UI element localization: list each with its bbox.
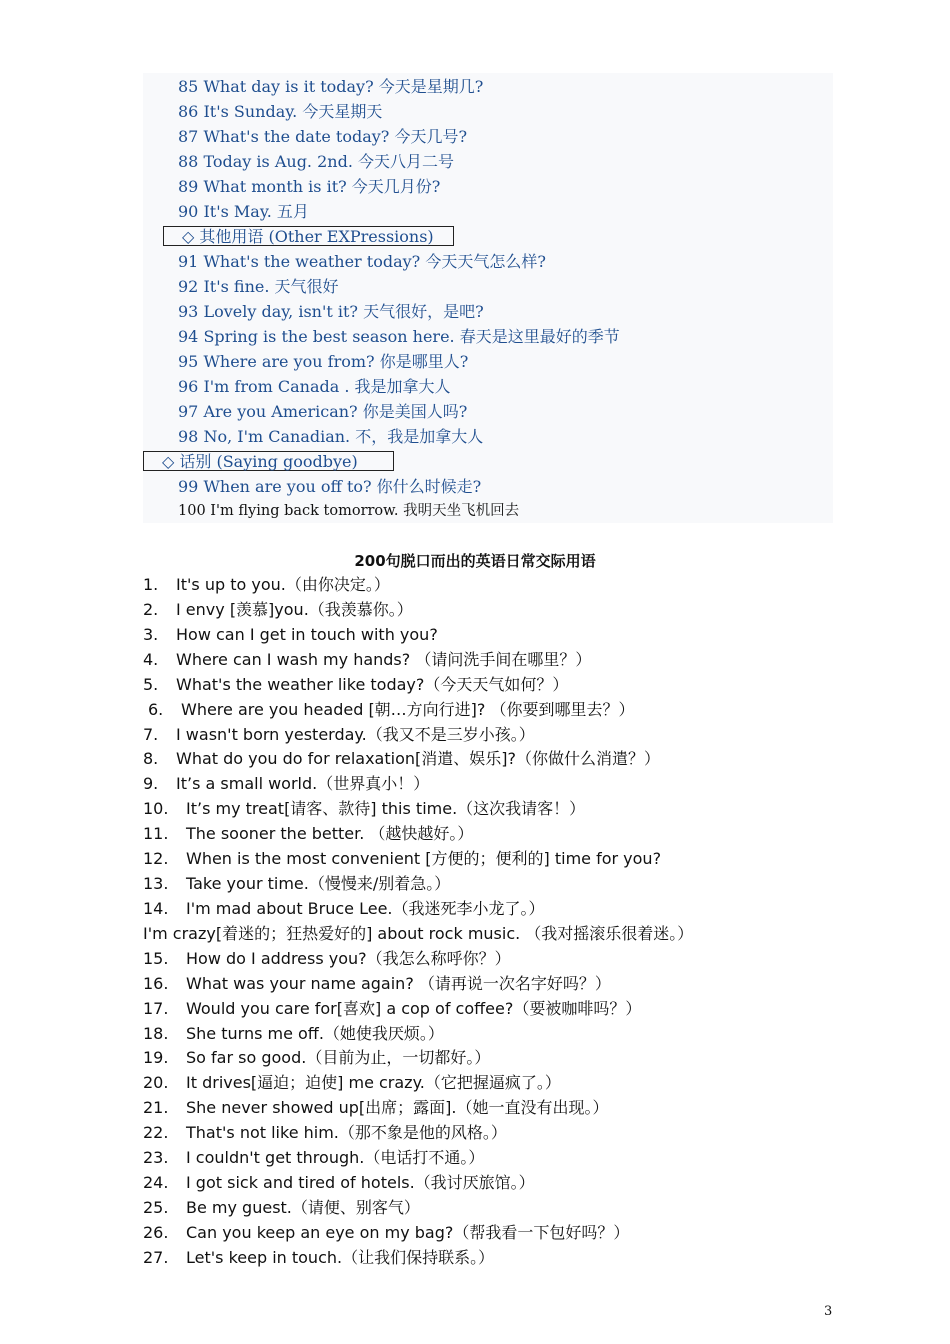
- phrase-item: [143, 849, 661, 869]
- phrase-text: I couldn't get through.（电话打不通。）: [186, 1148, 485, 1168]
- phrase-text: I'm mad about Bruce Lee.（我迷死李小龙了。）: [186, 898, 545, 918]
- phrase-number: 9.: [143, 774, 159, 794]
- phrase-item: [143, 999, 641, 1019]
- line-87: 87 What's the date today? 今天几号?: [178, 127, 468, 146]
- phrase-text: Can you keep an eye on my bag?（帮我看一下包好吗？）: [186, 1222, 630, 1242]
- line-93: 93 Lovely day, isn't it? 天气很好，是吧?: [178, 302, 484, 321]
- phrase-number: 5.: [143, 674, 159, 694]
- page-number: 3: [824, 1304, 833, 1319]
- phrase-number: 14.: [143, 898, 169, 918]
- phrase-number: 16.: [143, 973, 169, 993]
- phrase-item: [143, 899, 545, 919]
- phrase-item: [148, 700, 635, 720]
- phrase-item: [143, 974, 611, 994]
- line-92: 92 It's fine. 天气很好: [178, 277, 339, 296]
- phrase-number: 13.: [143, 874, 169, 894]
- phrase-number: 22.: [143, 1123, 169, 1143]
- phrase-number: 27.: [143, 1247, 169, 1267]
- phrase-text: Let's keep in touch.（让我们保持联系。）: [186, 1247, 495, 1267]
- phrase-item: [143, 874, 450, 894]
- phrase-item: [143, 600, 413, 620]
- phrase-text: It’s my treat[请客、款待] this time.（这次我请客！）: [186, 799, 586, 819]
- phrase-text: Be my guest.（请便、别客气）: [186, 1198, 420, 1217]
- phrase-number: 20.: [143, 1073, 169, 1093]
- phrase-number: 1.: [143, 575, 159, 594]
- phrase-text: Take your time.（慢慢来/别着急。）: [186, 874, 451, 894]
- phrase-number: 25.: [143, 1198, 169, 1217]
- phrase-number: 18.: [143, 1023, 169, 1043]
- phrase-item: [143, 1248, 494, 1268]
- phrase-text: The sooner the better. （越快越好。）: [186, 824, 474, 844]
- phrase-number: 6.: [148, 699, 164, 719]
- phrase-number: 26.: [143, 1222, 169, 1242]
- phrase-text: It’s a small world.（世界真小！）: [176, 774, 430, 794]
- line-100: 100 I'm flying back tomorrow. 我明天坐飞机回去: [178, 503, 520, 519]
- line-86: 86 It's Sunday. 今天星期天: [178, 102, 383, 121]
- line-99: 99 When are you off to? 你什么时候走?: [178, 477, 482, 496]
- phrase-text: I'm crazy[着迷的；狂热爱好的] about rock music. （我对摇滚乐很着迷。）: [143, 923, 694, 943]
- heading-other-expressions: ◇ 其他用语 (Other EXPressions): [163, 226, 454, 246]
- section-title: 200句脱口而出的英语日常交际用语: [354, 552, 596, 570]
- phrase-number: 21.: [143, 1098, 169, 1118]
- phrase-item: [143, 1048, 490, 1068]
- phrase-item: [143, 749, 660, 769]
- phrase-item: [143, 1223, 629, 1243]
- line-95: 95 Where are you from? 你是哪里人?: [178, 352, 469, 371]
- phrase-item: [143, 1024, 444, 1044]
- phrase-text: I got sick and tired of hotels.（我讨厌旅馆。）: [186, 1173, 535, 1193]
- line-94: 94 Spring is the best season here. 春天是这里最好的季节: [178, 327, 620, 346]
- line-88: 88 Today is Aug. 2nd. 今天八月二号: [178, 152, 455, 171]
- phrase-number: 23.: [143, 1148, 169, 1168]
- phrase-number: 2.: [143, 599, 159, 619]
- phrase-item: [143, 799, 585, 819]
- phrase-item: [143, 1148, 484, 1168]
- line-90: 90 It's May. 五月: [178, 202, 309, 221]
- phrase-text: I wasn't born yesterday.（我又不是三岁小孩。）: [176, 724, 535, 744]
- phrase-number: 24.: [143, 1173, 169, 1193]
- phrase-item: [143, 1173, 535, 1193]
- phrase-item: [143, 675, 568, 695]
- line-85: 85 What day is it today? 今天是星期几?: [178, 77, 484, 96]
- phrase-number: 4.: [143, 649, 159, 669]
- phrase-text: So far so good.（目前为止，一切都好。）: [186, 1048, 491, 1068]
- phrase-text: What was your name again? （请再说一次名字好吗？）: [186, 973, 611, 993]
- phrase-text: It drives[逼迫；迫使] me crazy.（它把握逼疯了。）: [186, 1073, 561, 1093]
- phrase-text: She never showed up[出席；露面].（她一直没有出现。）: [186, 1098, 609, 1118]
- line-98: 98 No, I'm Canadian. 不，我是加拿大人: [178, 427, 484, 446]
- phrase-item: [143, 1098, 609, 1118]
- phrase-item: [143, 650, 591, 670]
- line-89: 89 What month is it? 今天几月份?: [178, 177, 441, 196]
- phrase-text: When is the most convenient [方便的；便利的] time for you?: [186, 849, 662, 869]
- phrase-number: 19.: [143, 1048, 169, 1068]
- phrase-number: 3.: [143, 624, 159, 644]
- phrase-item: [143, 625, 438, 645]
- phrase-item: [143, 924, 693, 944]
- phrase-number: 15.: [143, 948, 169, 968]
- phrase-item: [143, 575, 390, 595]
- phrase-text: Where are you headed [朝…方向行进]? （你要到哪里去？）: [181, 699, 635, 719]
- phrase-item: [143, 725, 535, 745]
- phrase-item: [143, 949, 511, 969]
- phrase-text: That's not like him.（那不象是他的风格。）: [186, 1123, 507, 1143]
- line-96: 96 I'm from Canada . 我是加拿大人: [178, 377, 451, 396]
- phrase-text: It's up to you.（由你决定。）: [176, 575, 390, 594]
- phrase-number: 10.: [143, 799, 169, 819]
- phrase-text: Where can I wash my hands? （请问洗手间在哪里？）: [176, 649, 592, 669]
- phrase-item: [143, 1073, 561, 1093]
- phrase-number: 7.: [143, 724, 159, 744]
- phrase-item: [143, 824, 473, 844]
- phrase-text: How can I get in touch with you?: [176, 624, 438, 644]
- phrase-text: What's the weather like today?（今天天气如何？）: [176, 674, 569, 694]
- phrase-number: 11.: [143, 824, 169, 844]
- line-91: 91 What's the weather today? 今天天气怎么样?: [178, 252, 546, 271]
- phrase-number: 12.: [143, 849, 169, 869]
- phrase-text: I envy [羡慕]you.（我羡慕你。）: [176, 599, 413, 619]
- phrase-text: What do you do for relaxation[消遣、娱乐]?（你做什么消遣？）: [176, 749, 660, 769]
- phrase-item: [143, 1123, 507, 1143]
- phrase-number: 17.: [143, 998, 169, 1018]
- phrase-item: [143, 774, 429, 794]
- phrase-text: How do I address you?（我怎么称呼你？）: [186, 948, 511, 968]
- line-97: 97 Are you American? 你是美国人吗?: [178, 402, 468, 421]
- heading-saying-goodbye: ◇ 话别 (Saying goodbye): [143, 451, 394, 471]
- phrase-number: 8.: [143, 749, 159, 769]
- phrase-text: Would you care for[喜欢] a cop of coffee?（要被咖啡吗？）: [186, 998, 642, 1018]
- phrase-text: She turns me off.（她使我厌烦。）: [186, 1023, 444, 1043]
- phrase-item: [143, 1198, 420, 1218]
